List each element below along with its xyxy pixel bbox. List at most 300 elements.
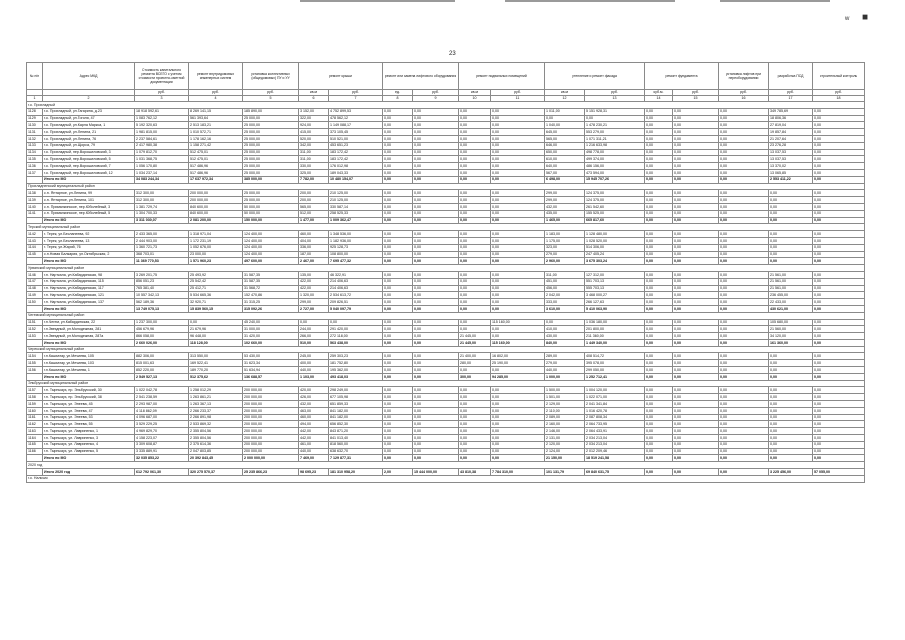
table-cell: 442,00	[299, 435, 329, 442]
table-cell: руб.	[189, 90, 243, 96]
table-cell: 0,00	[673, 176, 719, 183]
table-cell: 0,00	[719, 163, 769, 170]
table-cell: 486 156,00	[585, 163, 645, 170]
total-row	[27, 176, 865, 183]
table-cell: 4 118 862,09	[135, 407, 189, 414]
table-cell: 1130	[27, 122, 43, 129]
table-cell: 0,00	[673, 421, 719, 428]
table-cell: 0,00	[413, 210, 459, 217]
table-cell: 430 621,00	[769, 305, 813, 312]
table-cell: 0,00	[413, 448, 459, 455]
table-cell: 3 269 201,75	[135, 271, 189, 278]
section-row	[27, 346, 865, 353]
capital-repair-table	[26, 62, 865, 483]
table-cell: 1 320,00	[299, 292, 329, 299]
table-cell: 1129	[27, 115, 43, 122]
table-cell: 404,00	[299, 237, 329, 244]
table-cell: 0,00	[645, 326, 673, 333]
table-cell: г.п. Нарткала, ул.Кабардинская, 117	[43, 285, 135, 292]
table-cell: г.п. Тырныауз, ул. Энеева, 55	[43, 421, 135, 428]
table-cell: 0,00	[719, 203, 769, 210]
table-cell: 209 826,51	[329, 299, 383, 306]
table-cell: 0,00	[459, 190, 491, 197]
table-cell: 840 600,00	[189, 203, 243, 210]
table-cell: 0,00	[413, 156, 459, 163]
table-cell: 183 172,42	[329, 156, 383, 163]
table-cell: 0,00	[383, 149, 413, 156]
table-cell: 2 444 903,00	[135, 237, 189, 244]
table-cell: 2 131,00	[545, 435, 585, 442]
table-cell: 11	[491, 96, 545, 102]
table-cell: 1 318 971,04	[189, 231, 243, 238]
table-cell: 279,00	[545, 360, 585, 367]
header-cell: Стоимость капитального ремонта ВСЕГО с учетом стоимости проектно-сметной документации	[135, 63, 189, 90]
table-cell: г.п. Тырныауз, ул. Энеева, 45	[43, 401, 135, 408]
table-row	[27, 129, 865, 136]
table-cell: 1147	[27, 278, 43, 285]
table-cell: 0,00	[673, 373, 719, 380]
table-cell: 408 514,72	[585, 353, 645, 360]
table-cell: 12	[545, 96, 585, 102]
table-cell: г.о. Прохладный, ул.Ленина, 76	[43, 135, 135, 142]
table-cell: 1137	[27, 169, 43, 176]
table-cell: 349 785,69	[769, 108, 813, 115]
table-cell: 0,00	[673, 108, 719, 115]
table-cell: 3 309 608,87	[135, 441, 189, 448]
table-cell: 4 969 829,70	[135, 428, 189, 435]
table-cell: 562 189,36	[135, 299, 189, 306]
table-cell: 0,00	[459, 305, 491, 312]
table-cell: 856 051,23	[135, 278, 189, 285]
table-cell: 0,00	[719, 258, 769, 265]
table-cell: 0,00	[645, 435, 673, 442]
table-cell: 1152	[27, 326, 43, 333]
table-cell: 1	[27, 96, 43, 102]
table-row	[27, 367, 865, 374]
table-cell: 0,00	[413, 387, 459, 394]
table-cell: 460,00	[299, 231, 329, 238]
table-cell: 1 449 340,00	[585, 339, 645, 346]
table-cell: 272 118,00	[329, 333, 383, 340]
table-cell: 1154	[27, 353, 43, 360]
table-cell: 0,00	[413, 203, 459, 210]
table-cell: 0,00	[813, 142, 865, 149]
table-cell: 0,00	[491, 435, 545, 442]
table-cell: 0,00	[719, 231, 769, 238]
table-cell: 2 064 433,91	[585, 428, 645, 435]
table-cell: 0,00	[813, 387, 865, 394]
table-cell: 18 519 241,58	[585, 455, 645, 462]
table-cell: 1166	[27, 448, 43, 455]
table-cell: 21 679,96	[189, 326, 243, 333]
table-cell: 0,00	[413, 319, 459, 326]
table-cell: 34 083 244,34	[135, 176, 189, 183]
table-cell: 0,00	[491, 244, 545, 251]
table-cell	[27, 455, 43, 462]
table-cell: 31 587,35	[243, 278, 299, 285]
table-cell: 0,00	[491, 407, 545, 414]
total-row	[27, 469, 865, 476]
table-cell: 0,00	[813, 435, 865, 442]
table-cell: 0,00	[413, 258, 459, 265]
table-cell: 2 041 341,84	[585, 401, 645, 408]
table-cell: 115 160,00	[491, 339, 545, 346]
table-cell: 0,00	[413, 163, 459, 170]
table-cell: 0,00	[719, 292, 769, 299]
table-cell: 181 752,80	[329, 360, 383, 367]
table-cell: 0,00	[813, 190, 865, 197]
table-cell: 1 360 721,73	[135, 244, 189, 251]
table-cell: 0,00	[645, 292, 673, 299]
table-row	[27, 169, 865, 176]
table-cell: 299,00	[545, 190, 585, 197]
table-cell: 0,00	[383, 258, 413, 265]
table-cell: 0,00	[491, 135, 545, 142]
table-cell: 0,00	[383, 339, 413, 346]
table-cell: 1 004 120,00	[585, 387, 645, 394]
table-cell: 2 089,00	[545, 414, 585, 421]
table-cell: 463,00	[299, 407, 329, 414]
table-cell: 105 680,00	[769, 319, 813, 326]
table-cell: 23 000,00	[189, 251, 243, 258]
table-cell: 0,00	[645, 237, 673, 244]
table-cell: г.п. Тырныауз, ул. Лавриненко, 3	[43, 435, 135, 442]
section-title: 2020 год	[27, 462, 865, 469]
table-cell: 25 000,00	[243, 115, 299, 122]
table-cell: 0,00	[459, 129, 491, 136]
top-rule-3	[720, 0, 830, 2]
table-cell: 31 420,00	[243, 333, 299, 340]
table-cell: 0,00	[673, 339, 719, 346]
total-row	[27, 373, 865, 380]
header-cell: утепление и ремонт фасада	[545, 63, 645, 90]
table-cell: 0,00	[383, 197, 413, 204]
table-cell: 200 000,00	[243, 394, 299, 401]
table-cell: 0,00	[719, 387, 769, 394]
table-cell: 840 600,00	[189, 210, 243, 217]
table-cell: 640,00	[545, 163, 585, 170]
section-title: Урванский муниципальный район	[27, 265, 865, 272]
table-cell: 0,00	[813, 421, 865, 428]
table-cell: 0,00	[413, 373, 459, 380]
table-cell: 2 727,00	[299, 305, 329, 312]
table-cell: 210 125,00	[329, 190, 383, 197]
table-cell: 0,00	[383, 169, 413, 176]
table-cell: 0,00	[645, 129, 673, 136]
table-row	[27, 292, 865, 299]
table-cell: 5 151 928,31	[585, 108, 645, 115]
table-cell: 2 110,00	[545, 407, 585, 414]
table-cell: 1138	[27, 190, 43, 197]
table-cell: 0,00	[491, 217, 545, 224]
table-cell: г.о. Прохладный, ул.Щорса, 79	[43, 142, 135, 149]
section-title: Черекский муниципальный район	[27, 346, 865, 353]
table-row	[27, 156, 865, 163]
table-cell: 510,00	[299, 339, 329, 346]
table-cell: 0,00	[813, 414, 865, 421]
table-cell: 567,00	[545, 169, 585, 176]
table-cell: 4 752 899,53	[329, 108, 383, 115]
table-cell: 32 035 853,22	[135, 455, 189, 462]
table-cell: 0,00	[769, 190, 813, 197]
table-cell: 2 120,00	[545, 441, 585, 448]
table-cell: 0,00	[645, 163, 673, 170]
table-cell: 2 034 213,04	[585, 441, 645, 448]
table-cell: 0,00	[383, 292, 413, 299]
table-cell: 2 081 200,00	[189, 217, 243, 224]
table-cell: 3 675 303,24	[585, 258, 645, 265]
table-cell: 0,00	[645, 271, 673, 278]
total-row	[27, 258, 865, 265]
table-cell: 201 800,00	[585, 326, 645, 333]
table-cell: 420,00	[299, 387, 329, 394]
table-cell: 0,00	[413, 169, 459, 176]
table-cell: 677 105,98	[329, 394, 383, 401]
table-cell: 102 660,00	[243, 339, 299, 346]
table-cell: 0,00	[719, 197, 769, 204]
table-cell: 0,00	[673, 169, 719, 176]
table-cell: 2 012 209,46	[585, 448, 645, 455]
table-cell: 373 105,45	[329, 129, 383, 136]
table-cell: 0,00	[769, 401, 813, 408]
table-cell: 0,00	[673, 435, 719, 442]
table-cell: 53 430,00	[243, 353, 299, 360]
table-cell: 0,00	[645, 305, 673, 312]
table-cell: с.п. Янтарное, ул.Ленина, 99	[43, 190, 135, 197]
table-cell: 0,00	[813, 441, 865, 448]
table-cell: г.п. Тырныауз, ул. Лавриненко, 1	[43, 428, 135, 435]
table-cell: 0,00	[383, 407, 413, 414]
table-cell: 0,00	[813, 210, 865, 217]
header-cell: разработка ПСД	[769, 63, 813, 90]
table-cell: кв.м	[545, 90, 585, 96]
table-cell: 16	[719, 96, 769, 102]
table-cell: 200 000,00	[243, 428, 299, 435]
table-cell: 0,00	[813, 333, 865, 340]
table-cell: 512 475,01	[189, 149, 243, 156]
table-cell: 1 348 536,00	[329, 231, 383, 238]
table-cell: г.п.Кашхатау, ул.Мечиева, 105	[43, 353, 135, 360]
table-cell: 0,00	[383, 122, 413, 129]
table-cell: 0,00	[459, 435, 491, 442]
table-cell: 0,00	[813, 149, 865, 156]
table-cell: 0,00	[673, 129, 719, 136]
table-cell: 11 369 770,53	[135, 258, 189, 265]
table-cell: 1144	[27, 244, 43, 251]
table-cell: 0,00	[329, 319, 383, 326]
table-cell: 0,00	[413, 129, 459, 136]
table-cell: 0,00	[459, 299, 491, 306]
table-cell: 1146	[27, 271, 43, 278]
table-cell: 0,00	[645, 149, 673, 156]
table-cell: 279,00	[545, 251, 585, 258]
table-row	[27, 271, 865, 278]
table-cell: 200 000,00	[189, 190, 243, 197]
table-cell: г.п.Чегем, ул.Кабардинская, 22	[43, 319, 135, 326]
table-cell: 261 542,60	[585, 203, 645, 210]
table-cell: 2 960,00	[545, 258, 585, 265]
table-cell: 0,00	[719, 251, 769, 258]
table-cell: 0,00	[673, 387, 719, 394]
table-cell: 1 010 572,71	[189, 129, 243, 136]
table-cell: 0,00	[383, 373, 413, 380]
table-cell: 69 840 631,75	[585, 469, 645, 476]
table-cell: 0,00	[459, 231, 491, 238]
table-cell: 1 216 633,98	[585, 142, 645, 149]
table-body	[27, 102, 865, 483]
table-cell: 9	[413, 96, 459, 102]
table-cell: 0,00	[673, 401, 719, 408]
table-cell: 13 037,53	[769, 149, 813, 156]
table-cell: 1 252 712,41	[585, 373, 645, 380]
table-cell: 21 561,00	[769, 285, 813, 292]
table-cell: 124 400,00	[243, 244, 299, 251]
table-cell: 13	[585, 96, 645, 102]
section-row	[27, 475, 865, 482]
table-cell: 1 571 960,23	[189, 258, 243, 265]
table-cell: с.п. Прималкинское, пер.Юбилейный, 3	[43, 203, 135, 210]
table-cell: 0,00	[719, 326, 769, 333]
table-cell: 0,00	[383, 448, 413, 455]
table-cell: 0,00	[645, 407, 673, 414]
table-cell: 510 521,00	[329, 135, 383, 142]
table-cell: 0,00	[383, 231, 413, 238]
table-cell: 0,00	[645, 360, 673, 367]
table-cell: Итого по МО	[43, 455, 135, 462]
table-cell: 0,00	[673, 455, 719, 462]
table-cell: руб.	[585, 90, 645, 96]
table-cell: 25 190,00	[491, 360, 545, 367]
table-cell: 0,00	[491, 278, 545, 285]
table-cell: г.п.Кашхатау, ул.Мечиева, 103	[43, 360, 135, 367]
table-cell: 20 392 843,45	[189, 455, 243, 462]
table-cell: 315 092,26	[243, 305, 299, 312]
table-cell: 0,00	[673, 142, 719, 149]
table-cell: 299 050,00	[585, 367, 645, 374]
table-cell: 0,00	[719, 135, 769, 142]
table-cell: 1 016 420,78	[585, 407, 645, 414]
table-cell: 3 468 000,27	[585, 292, 645, 299]
table-cell: 0,00	[459, 244, 491, 251]
table-cell: 0,00	[413, 353, 459, 360]
table-cell: 0,00	[383, 360, 413, 367]
table-cell: 2 417 980,38	[135, 142, 189, 149]
table-cell: 0,00	[413, 421, 459, 428]
table-cell: 0,00	[491, 367, 545, 374]
section-row	[27, 380, 865, 387]
table-cell: 289,00	[545, 353, 585, 360]
table-cell: 0,00	[719, 176, 769, 183]
table-cell: 841 182,00	[329, 414, 383, 421]
table-cell: 280,00	[459, 360, 491, 367]
table-cell: 0,00	[645, 156, 673, 163]
table-cell: 645,00	[545, 129, 585, 136]
table-cell: 0,00	[769, 217, 813, 224]
table-cell: 1 381 729,74	[135, 203, 189, 210]
table-cell: 22 433,00	[769, 299, 813, 306]
table-cell: 0,00	[769, 407, 813, 414]
table-cell: 0,00	[459, 421, 491, 428]
table-cell: 0,00	[459, 237, 491, 244]
table-cell: 0,00	[491, 176, 545, 183]
table-cell: 25 412,71	[189, 285, 243, 292]
table-cell: 0,00	[719, 156, 769, 163]
section-row	[27, 224, 865, 231]
table-cell: 0,00	[719, 299, 769, 306]
table-cell: 0,00	[673, 428, 719, 435]
table-cell: 1 128 480,00	[585, 231, 645, 238]
table-cell: 0,00	[813, 373, 865, 380]
page-number: 23	[449, 51, 456, 57]
table-cell: 0,00	[459, 414, 491, 421]
table-cell: 0,00	[491, 108, 545, 115]
table-cell: 0,00	[719, 278, 769, 285]
table-cell: 200,00	[299, 190, 329, 197]
table-cell: 0,00	[769, 251, 813, 258]
table-cell: 7 782,00	[299, 176, 329, 183]
table-cell: 31 587,35	[243, 271, 299, 278]
table-cell: 0,00	[383, 176, 413, 183]
table-cell: г.п.Кашхатау, ул.Мечиева, 1	[43, 367, 135, 374]
table-cell: 0,00	[459, 401, 491, 408]
table-cell: 312 300,00	[135, 197, 189, 204]
table-cell: 561 393,64	[189, 115, 243, 122]
table-cell: 0,00	[645, 339, 673, 346]
table-cell: 0,00	[413, 333, 459, 340]
table-cell: 1 465,00	[545, 217, 585, 224]
table-cell: 330,00	[299, 163, 329, 170]
table-cell: 0,00	[413, 285, 459, 292]
table-cell: 0,00	[719, 271, 769, 278]
table-cell: 0,00	[645, 333, 673, 340]
table-cell: 0,00	[413, 394, 459, 401]
table-cell: 0,00	[491, 401, 545, 408]
table-cell: 0,00	[459, 319, 491, 326]
table-cell: 0,00	[413, 115, 459, 122]
table-cell: 21 207,64	[769, 135, 813, 142]
table-cell: 101 131,79	[545, 469, 585, 476]
table-cell: руб.	[491, 90, 545, 96]
table-cell: 432,00	[299, 401, 329, 408]
table-cell: 25 000,00	[243, 142, 299, 149]
table-cell: 1 304 700,33	[135, 210, 189, 217]
table-cell: 187,00	[299, 251, 329, 258]
table-cell: 0,00	[413, 367, 459, 374]
table-cell: 6 498,00	[545, 176, 585, 183]
table-cell: 473 594,00	[585, 169, 645, 176]
table-cell: 0,00	[645, 176, 673, 183]
table-cell: 0,00	[673, 231, 719, 238]
table-cell: 512 475,01	[189, 156, 243, 163]
table-cell: 124 375,00	[585, 197, 645, 204]
table-cell	[27, 469, 43, 476]
table-cell: 0,00	[383, 455, 413, 462]
table-cell: 0,00	[813, 394, 865, 401]
table-cell: 0,00	[719, 149, 769, 156]
table-cell	[27, 339, 43, 346]
table-cell: 96 448,00	[189, 333, 243, 340]
table-cell: 185 890,00	[243, 108, 299, 115]
table-cell: 200 000,00	[243, 387, 299, 394]
table-cell: 8 269 141,15	[189, 108, 243, 115]
table-cell: 638 632,70	[329, 448, 383, 455]
table-cell: 320 275 570,37	[189, 469, 243, 476]
table-cell: 0,00	[719, 394, 769, 401]
table-cell: 0,00	[645, 455, 673, 462]
table-cell: 0,00	[383, 217, 413, 224]
table-cell: 1 083 762,12	[135, 115, 189, 122]
table-cell: 843 871,20	[329, 428, 383, 435]
